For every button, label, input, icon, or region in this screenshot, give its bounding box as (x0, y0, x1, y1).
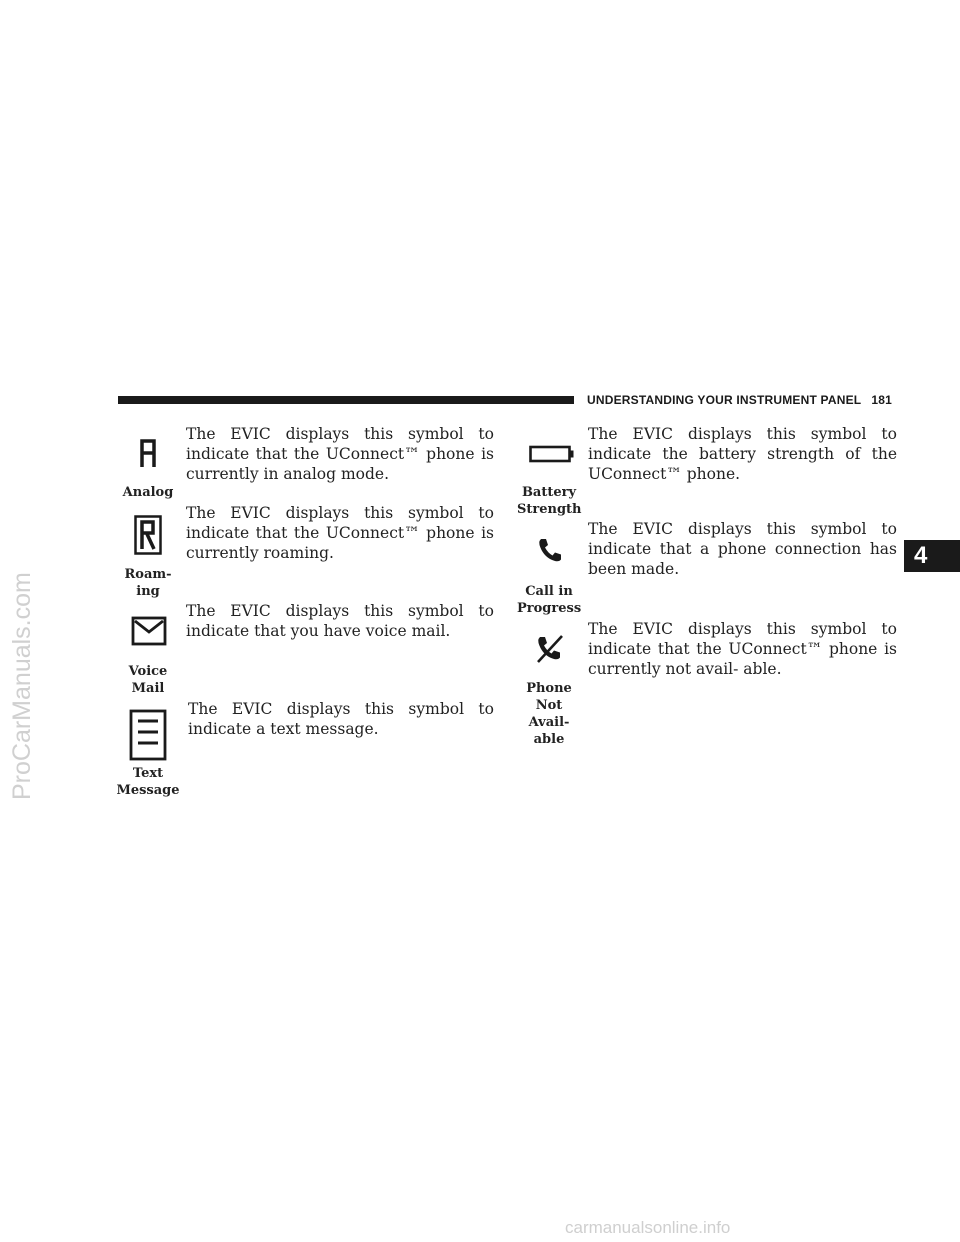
watermark-bottom: carmanualsonline.info (565, 1218, 731, 1237)
roaming-label-line-2: ing (136, 584, 160, 599)
voice-mail-description: The EVIC displays this symbol to indicate that you have voice mail. (186, 602, 494, 640)
chapter-tab: 4 (904, 540, 960, 572)
roaming-label-line-1: Roam- (124, 567, 172, 582)
phone-not-available-label-line-3: Avail- (528, 715, 570, 730)
text-message-label (114, 765, 182, 799)
section-title: UNDERSTANDING YOUR INSTRUMENT PANEL (587, 393, 862, 407)
call-in-progress-label-line-1: Call in (525, 584, 573, 599)
page-number: 181 (871, 393, 892, 407)
watermark-left-text: ProCarManuals.com (8, 572, 36, 800)
battery-label-line-2: Strength (517, 502, 582, 517)
phone-not-available-label (517, 680, 581, 748)
phone-crossed-icon (535, 634, 565, 664)
battery-description: The EVIC displays this symbol to indicate the battery strength of the UConnect™ phone. (588, 425, 897, 483)
phone-not-available-label-line-1: Phone (526, 681, 572, 696)
voice-mail-label-line-2: Mail (131, 681, 165, 696)
text-message-icon (129, 709, 167, 761)
phone-not-available-description: The EVIC displays this symbol to indicate that the UConnect™ phone is currently not avail- able. (588, 620, 897, 678)
envelope-icon (131, 616, 167, 646)
analog-label-line: Analog (122, 485, 174, 500)
battery-label (517, 484, 581, 518)
phone-not-available-label-line-4: able (533, 732, 565, 747)
phone-not-available-label-line-2: Not (535, 698, 563, 713)
text-message-description: The EVIC displays this symbol to indicate a text message. (188, 700, 494, 738)
running-header (587, 393, 892, 407)
analog-a-icon (139, 437, 157, 469)
battery-label-line-1: Battery (521, 485, 577, 500)
text-message-label-line-2: Message (116, 783, 180, 798)
call-in-progress-label (517, 583, 581, 617)
roaming-description: The EVIC displays this symbol to indicate that the UConnect™ phone is currently roaming. (186, 504, 494, 562)
voice-mail-label-line-1: Voice (128, 664, 168, 679)
analog-label (118, 484, 178, 501)
text-message-label-line-1: Text (132, 766, 164, 781)
call-in-progress-description: The EVIC displays this symbol to indicate that a phone connection has been made. (588, 520, 897, 578)
voice-mail-label (118, 663, 178, 697)
roaming-r-icon (134, 515, 162, 555)
roaming-label (118, 566, 178, 600)
battery-icon (529, 445, 575, 463)
call-in-progress-label-line-2: Progress (517, 601, 582, 616)
analog-description: The EVIC displays this symbol to indicate that the UConnect™ phone is currently in analog mode. (186, 425, 494, 483)
phone-handset-icon (537, 537, 563, 563)
header-rule (118, 396, 574, 404)
